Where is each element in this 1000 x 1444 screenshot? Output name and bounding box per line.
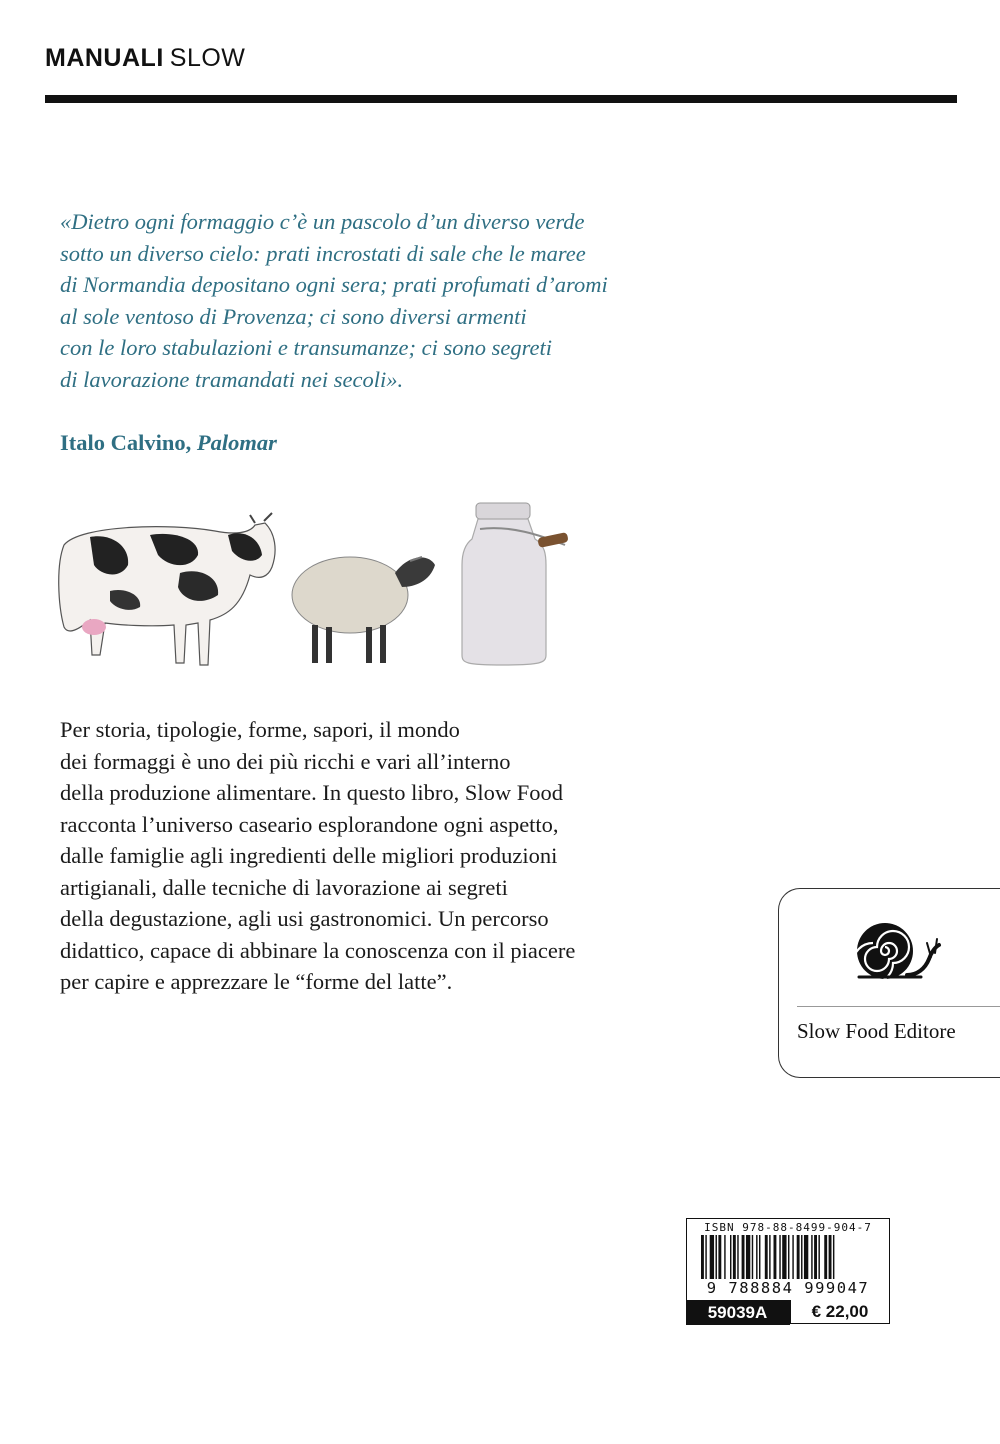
quote-work: Palomar xyxy=(196,430,277,455)
barcode-digits: 9 788884 999047 xyxy=(687,1279,889,1297)
cow-icon xyxy=(59,513,275,665)
description-block xyxy=(60,714,700,998)
description-line: didattico, capace di abbinare la conoscenza con il piacere xyxy=(60,937,576,963)
quote-line: sotto un diverso cielo: prati incrostati di sale che le maree xyxy=(60,240,586,266)
product-code: 59039A xyxy=(686,1300,790,1325)
isbn-label: ISBN 978-88-8499-904-7 xyxy=(704,1221,872,1234)
barcode-bars xyxy=(701,1235,877,1283)
description-line: artigianali, dalle tecniche di lavorazione ai segreti xyxy=(60,874,508,900)
quote-attribution xyxy=(60,430,277,456)
description-line: per capire e apprezzare le “forme del latte”. xyxy=(60,969,453,994)
description-line: dalle famiglie agli ingredienti delle migliori produzioni xyxy=(60,843,558,868)
quote-author: Italo Calvino, xyxy=(60,430,192,455)
description-line: della degustazione, agli usi gastronomici. Un percorso xyxy=(60,906,549,931)
publisher-divider xyxy=(797,1006,1000,1007)
series-title xyxy=(45,44,245,73)
quote-line: di Normandia depositano ogni sera; prati profumati d’aromi xyxy=(60,272,608,297)
publisher-name: Slow Food Editore xyxy=(797,1019,956,1043)
snail-logo-icon xyxy=(851,917,947,981)
barcode-box xyxy=(686,1218,890,1324)
description-line: dei formaggi è uno dei più ricchi e vari all’interno xyxy=(60,748,511,774)
quote-line: di lavorazione tramandati nei secoli». xyxy=(60,366,404,392)
description-line: Per storia, tipologie, forme, sapori, il mondo xyxy=(60,717,460,742)
description-line: della produzione alimentare. In questo libro, Slow Food xyxy=(60,780,564,805)
quote-block xyxy=(60,206,700,395)
series-title-light: SLOW xyxy=(169,44,246,72)
quote-line: «Dietro ogni formaggio c’è un pascolo d’un diverso verde xyxy=(60,209,585,234)
series-title-bold: MANUALI xyxy=(45,44,164,72)
description-line: racconta l’universo caseario esplorandone ogni aspetto, xyxy=(60,811,559,837)
sheep-icon xyxy=(292,557,435,663)
quote-line: con le loro stabulazioni e transumanze; ci sono segreti xyxy=(60,335,553,360)
header-rule xyxy=(45,95,957,103)
publisher-logo-box xyxy=(778,888,1000,1078)
illustration-row xyxy=(50,495,590,675)
milk-can-icon xyxy=(462,503,569,665)
quote-line: al sole ventoso di Provenza; ci sono diversi armenti xyxy=(60,303,527,329)
price: € 22,00 xyxy=(790,1300,889,1323)
